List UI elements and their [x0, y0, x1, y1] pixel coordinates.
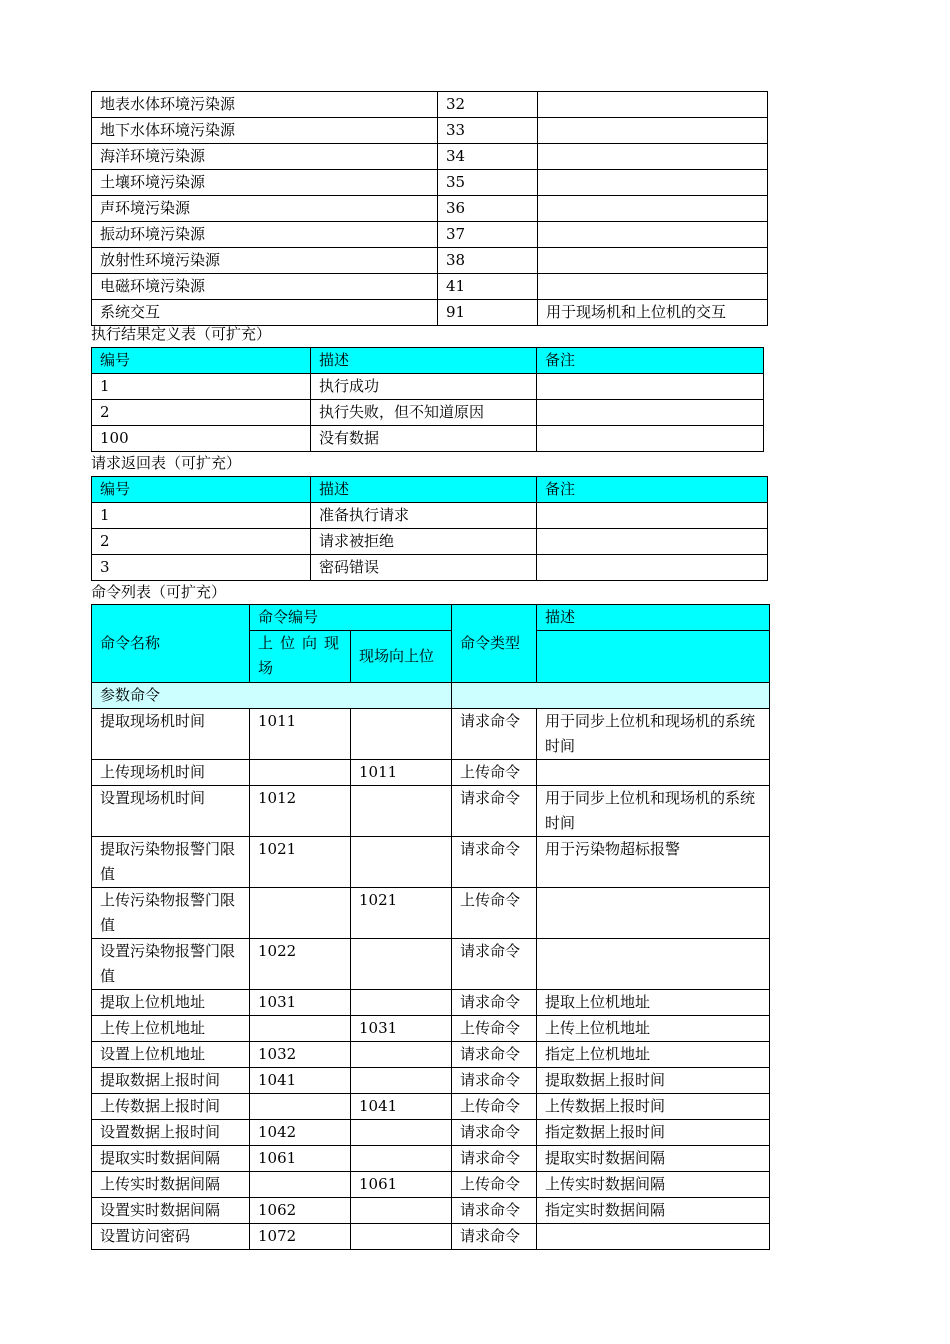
return-code-cell: 1: [92, 503, 311, 529]
header-command-type: 命令类型: [452, 605, 537, 683]
source-note-cell: [538, 196, 768, 222]
command-up-code-cell: [250, 888, 351, 939]
source-note-cell: [538, 222, 768, 248]
command-type-cell: 请求命令: [452, 1146, 537, 1172]
table-row: [92, 248, 768, 274]
command-desc-cell: 指定数据上报时间: [537, 1120, 770, 1146]
table-row: [92, 709, 770, 760]
command-desc-cell: 上传实时数据间隔: [537, 1172, 770, 1198]
command-field-code-cell: [351, 990, 452, 1016]
source-note-cell: [538, 170, 768, 196]
table-row: [92, 222, 768, 248]
command-desc-cell: 提取数据上报时间: [537, 1068, 770, 1094]
return-code-cell: 2: [92, 529, 311, 555]
result-note-cell: [537, 426, 764, 452]
table-row: [92, 760, 770, 786]
command-name-cell: 设置污染物报警门限值: [92, 939, 250, 990]
category-label: 参数命令: [92, 683, 452, 709]
command-field-code-cell: [351, 1198, 452, 1224]
result-code-cell: 1: [92, 374, 311, 400]
command-up-code-cell: 1041: [250, 1068, 351, 1094]
command-list-table: [91, 604, 770, 1250]
command-name-cell: 上传实时数据间隔: [92, 1172, 250, 1198]
table-row: [92, 1042, 770, 1068]
table-row: [92, 1224, 770, 1250]
command-type-cell: 上传命令: [452, 1172, 537, 1198]
table-row: [92, 400, 764, 426]
header-code: 编号: [92, 477, 311, 503]
header-command-code: 命令编号: [250, 605, 452, 631]
command-header-row-1: [92, 605, 770, 631]
source-name-cell: 地下水体环境污染源: [92, 118, 438, 144]
command-desc-cell: 用于同步上位机和现场机的系统时间: [537, 709, 770, 760]
source-note-cell: [538, 118, 768, 144]
return-desc-cell: 请求被拒绝: [311, 529, 537, 555]
command-type-cell: 请求命令: [452, 1120, 537, 1146]
command-type-cell: 请求命令: [452, 990, 537, 1016]
exec-result-table: [91, 347, 764, 452]
command-up-code-cell: 1061: [250, 1146, 351, 1172]
command-name-cell: 设置上位机地址: [92, 1042, 250, 1068]
command-name-cell: 设置实时数据间隔: [92, 1198, 250, 1224]
table-row: [92, 92, 768, 118]
result-desc-cell: 没有数据: [311, 426, 537, 452]
return-code-cell: 3: [92, 555, 311, 581]
table-row: [92, 196, 768, 222]
command-desc-cell: 用于同步上位机和现场机的系统时间: [537, 786, 770, 837]
header-field-to-up: 现场向上位: [351, 631, 452, 683]
command-field-code-cell: 1061: [351, 1172, 452, 1198]
table-row: [92, 990, 770, 1016]
return-note-cell: [537, 529, 768, 555]
table-row: [92, 786, 770, 837]
command-type-cell: 请求命令: [452, 1042, 537, 1068]
command-name-cell: 上传污染物报警门限值: [92, 888, 250, 939]
category-blank: [452, 683, 770, 709]
command-desc-cell: [537, 1224, 770, 1250]
result-note-cell: [537, 400, 764, 426]
header-code: 编号: [92, 348, 311, 374]
command-type-cell: 上传命令: [452, 888, 537, 939]
table-row: [92, 1172, 770, 1198]
command-up-code-cell: 1062: [250, 1198, 351, 1224]
source-name-cell: 地表水体环境污染源: [92, 92, 438, 118]
command-up-code-cell: 1072: [250, 1224, 351, 1250]
command-up-code-cell: [250, 1016, 351, 1042]
command-up-code-cell: 1021: [250, 837, 351, 888]
source-name-cell: 声环境污染源: [92, 196, 438, 222]
command-desc-cell: 指定上位机地址: [537, 1042, 770, 1068]
source-code-cell: 38: [438, 248, 538, 274]
command-type-cell: 上传命令: [452, 760, 537, 786]
return-desc-cell: 密码错误: [311, 555, 537, 581]
source-name-cell: 振动环境污染源: [92, 222, 438, 248]
source-note-cell: [538, 92, 768, 118]
source-name-cell: 电磁环境污染源: [92, 274, 438, 300]
result-desc-cell: 执行成功: [311, 374, 537, 400]
table-row: [92, 118, 768, 144]
header-description: 描述: [537, 605, 770, 631]
source-note-cell: 用于现场机和上位机的交互: [538, 300, 768, 326]
command-field-code-cell: [351, 1146, 452, 1172]
command-field-code-cell: [351, 1224, 452, 1250]
table-row: [92, 1016, 770, 1042]
table-row: [92, 837, 770, 888]
commands-caption: 命令列表（可扩充）: [91, 583, 227, 601]
table-row: [92, 1068, 770, 1094]
table-row: [92, 529, 768, 555]
header-description-blank: [537, 631, 770, 683]
command-desc-cell: [537, 888, 770, 939]
table-row: [92, 170, 768, 196]
command-name-cell: 提取现场机时间: [92, 709, 250, 760]
command-field-code-cell: 1021: [351, 888, 452, 939]
command-up-code-cell: 1011: [250, 709, 351, 760]
command-name-cell: 提取数据上报时间: [92, 1068, 250, 1094]
command-name-cell: 上传数据上报时间: [92, 1094, 250, 1120]
command-up-code-cell: 1032: [250, 1042, 351, 1068]
header-command-name: 命令名称: [92, 605, 250, 683]
header-desc: 描述: [311, 348, 537, 374]
table-row: [92, 555, 768, 581]
table-row: [92, 1120, 770, 1146]
command-type-cell: 请求命令: [452, 1224, 537, 1250]
request-return-caption: 请求返回表（可扩充）: [91, 454, 242, 472]
command-type-cell: 请求命令: [452, 1198, 537, 1224]
return-desc-cell: 准备执行请求: [311, 503, 537, 529]
source-name-cell: 放射性环境污染源: [92, 248, 438, 274]
header-note: 备注: [537, 348, 764, 374]
source-note-cell: [538, 144, 768, 170]
source-code-cell: 37: [438, 222, 538, 248]
exec-result-header-row: [92, 348, 764, 374]
command-field-code-cell: 1011: [351, 760, 452, 786]
command-name-cell: 上传上位机地址: [92, 1016, 250, 1042]
table-row: [92, 300, 768, 326]
command-up-code-cell: [250, 760, 351, 786]
command-name-cell: 提取上位机地址: [92, 990, 250, 1016]
command-desc-cell: 提取实时数据间隔: [537, 1146, 770, 1172]
source-code-cell: 91: [438, 300, 538, 326]
command-name-cell: 上传现场机时间: [92, 760, 250, 786]
command-desc-cell: [537, 760, 770, 786]
command-name-cell: 设置现场机时间: [92, 786, 250, 837]
table-row: [92, 1198, 770, 1224]
result-code-cell: 100: [92, 426, 311, 452]
source-name-cell: 土壤环境污染源: [92, 170, 438, 196]
return-note-cell: [537, 503, 768, 529]
command-field-code-cell: [351, 1068, 452, 1094]
command-up-code-cell: 1042: [250, 1120, 351, 1146]
source-code-cell: 33: [438, 118, 538, 144]
command-field-code-cell: 1041: [351, 1094, 452, 1120]
command-type-cell: 请求命令: [452, 709, 537, 760]
command-desc-cell: 提取上位机地址: [537, 990, 770, 1016]
source-code-cell: 32: [438, 92, 538, 118]
return-note-cell: [537, 555, 768, 581]
table-row: [92, 503, 768, 529]
command-field-code-cell: 1031: [351, 1016, 452, 1042]
command-desc-cell: 上传数据上报时间: [537, 1094, 770, 1120]
command-type-cell: 上传命令: [452, 1016, 537, 1042]
table-row: [92, 888, 770, 939]
command-type-cell: 请求命令: [452, 786, 537, 837]
source-code-cell: 35: [438, 170, 538, 196]
command-desc-cell: [537, 939, 770, 990]
command-type-cell: 请求命令: [452, 837, 537, 888]
command-up-code-cell: 1012: [250, 786, 351, 837]
source-note-cell: [538, 248, 768, 274]
table-row: [92, 274, 768, 300]
source-code-cell: 41: [438, 274, 538, 300]
command-name-cell: 设置访问密码: [92, 1224, 250, 1250]
command-field-code-cell: [351, 939, 452, 990]
source-name-cell: 系统交互: [92, 300, 438, 326]
source-code-cell: 34: [438, 144, 538, 170]
command-up-code-cell: 1031: [250, 990, 351, 1016]
request-return-header-row: [92, 477, 768, 503]
table-row: [92, 1094, 770, 1120]
command-field-code-cell: [351, 1120, 452, 1146]
command-field-code-cell: [351, 1042, 452, 1068]
command-name-cell: 提取实时数据间隔: [92, 1146, 250, 1172]
request-return-table: [91, 476, 768, 581]
source-code-cell: 36: [438, 196, 538, 222]
source-note-cell: [538, 274, 768, 300]
command-name-cell: 设置数据上报时间: [92, 1120, 250, 1146]
command-type-cell: 请求命令: [452, 1068, 537, 1094]
command-up-code-cell: 1022: [250, 939, 351, 990]
result-code-cell: 2: [92, 400, 311, 426]
command-desc-cell: 上传上位机地址: [537, 1016, 770, 1042]
header-note: 备注: [537, 477, 768, 503]
command-up-code-cell: [250, 1172, 351, 1198]
exec-result-caption: 执行结果定义表（可扩充）: [91, 325, 272, 343]
result-note-cell: [537, 374, 764, 400]
source-name-cell: 海洋环境污染源: [92, 144, 438, 170]
command-category-row: [92, 683, 770, 709]
table-row: [92, 426, 764, 452]
table-row: [92, 939, 770, 990]
command-name-cell: 提取污染物报警门限值: [92, 837, 250, 888]
header-up-to-field: 上位向现场: [250, 631, 351, 683]
command-type-cell: 上传命令: [452, 1094, 537, 1120]
command-up-code-cell: [250, 1094, 351, 1120]
source-type-table: [91, 91, 768, 326]
result-desc-cell: 执行失败，但不知道原因: [311, 400, 537, 426]
command-field-code-cell: [351, 709, 452, 760]
header-desc: 描述: [311, 477, 537, 503]
command-field-code-cell: [351, 786, 452, 837]
command-field-code-cell: [351, 837, 452, 888]
table-row: [92, 144, 768, 170]
command-desc-cell: 指定实时数据间隔: [537, 1198, 770, 1224]
command-desc-cell: 用于污染物超标报警: [537, 837, 770, 888]
command-type-cell: 请求命令: [452, 939, 537, 990]
table-row: [92, 1146, 770, 1172]
table-row: [92, 374, 764, 400]
